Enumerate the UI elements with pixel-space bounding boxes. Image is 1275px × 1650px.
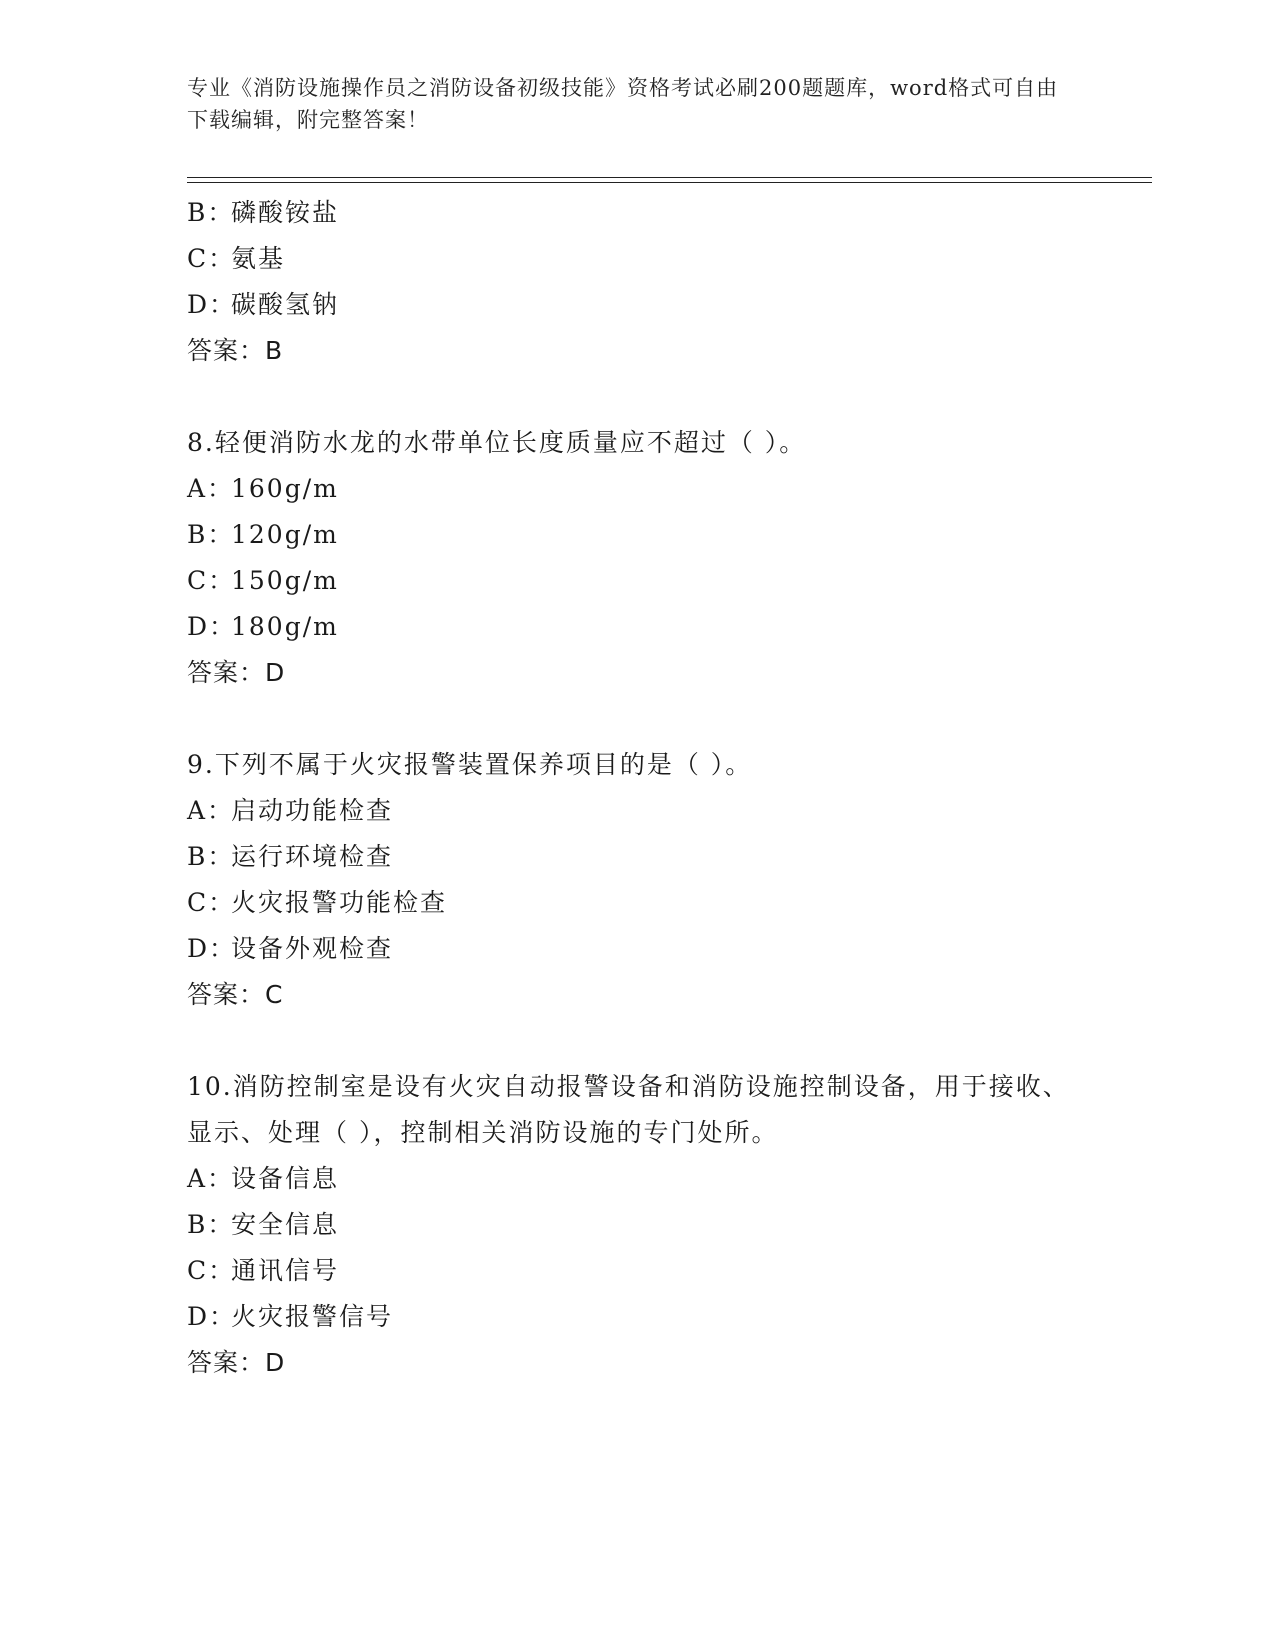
header-rule-bottom (187, 182, 1152, 183)
question-8 (187, 420, 1087, 696)
option-b: B：运行环境检查 (187, 842, 394, 871)
question-10 (187, 1064, 1087, 1386)
option-b: B：安全信息 (187, 1210, 340, 1239)
option-b: B：磷酸铵盐 (187, 198, 340, 227)
option-d: D：设备外观检查 (187, 934, 394, 963)
option-a: A：160g/m (187, 474, 339, 503)
question-stem: 10.消防控制室是设有火灾自动报警设备和消防设施控制设备，用于接收、显示、处理（ ），控制相关消防设施的专门处所。 (187, 1072, 1070, 1147)
question-stem: 9.下列不属于火灾报警装置保养项目的是（ ）。 (187, 750, 753, 779)
option-c: C：150g/m (187, 566, 339, 595)
option-c: C：火灾报警功能检查 (187, 888, 448, 917)
question-9 (187, 742, 1087, 1018)
answer-line: 答案：B (187, 336, 284, 365)
answer-line: 答案：D (187, 658, 286, 687)
document-header: 专业《消防设施操作员之消防设备初级技能》资格考试必刷200题题库，word格式可自由下载编辑，附完整答案！ (187, 76, 1059, 132)
option-c: C：氨基 (187, 244, 286, 273)
option-a: A：设备信息 (187, 1164, 340, 1193)
option-d: D：碳酸氢钠 (187, 290, 340, 319)
answer-line: 答案：C (187, 980, 284, 1009)
option-b: B：120g/m (187, 520, 339, 549)
question-7-continuation (187, 190, 1087, 374)
header-rule-top (187, 177, 1152, 178)
option-d: D：180g/m (187, 612, 339, 641)
option-d: D：火灾报警信号 (187, 1302, 394, 1331)
document-body (187, 190, 1087, 1386)
question-stem: 8.轻便消防水龙的水带单位长度质量应不超过（ ）。 (187, 428, 807, 457)
option-a: A：启动功能检查 (187, 796, 394, 825)
answer-line: 答案：D (187, 1348, 286, 1377)
option-c: C：通讯信号 (187, 1256, 340, 1285)
